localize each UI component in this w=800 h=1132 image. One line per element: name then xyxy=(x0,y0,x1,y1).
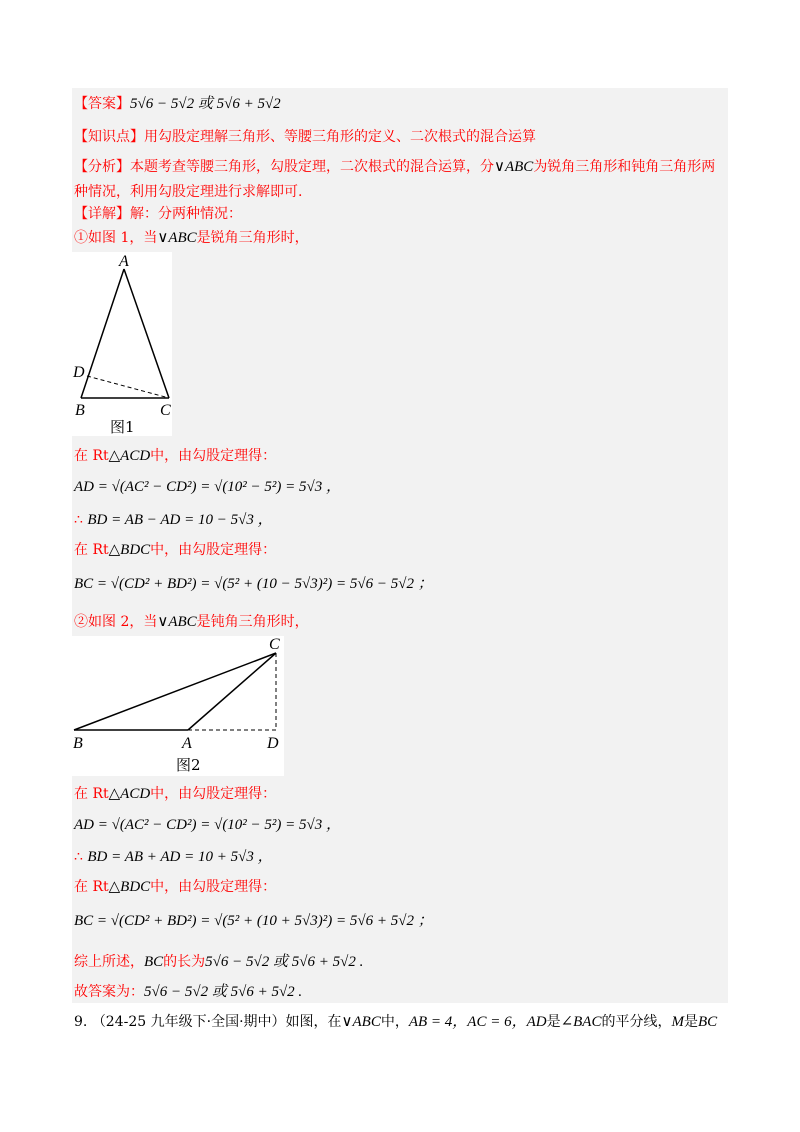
summary-pre: 综上所述， xyxy=(74,954,144,970)
side-bc xyxy=(74,653,276,730)
case2-eq2 xyxy=(74,847,273,867)
equation-bd: BD = AB − AD = 10 − 5√3 ， xyxy=(87,512,273,528)
question-angle: ∠BAC xyxy=(560,1014,602,1030)
knowledge-tag: 【知识点】 xyxy=(74,129,144,145)
analysis-line-2 xyxy=(74,182,302,202)
rt-label: 在 Rt xyxy=(74,879,109,895)
question-text-1: 如图，在 xyxy=(285,1014,342,1030)
case2-eq3 xyxy=(74,911,433,931)
side-ab xyxy=(81,269,124,398)
final-values: 5√6 − 5√2 或 5√6 + 5√2 . xyxy=(144,984,303,1000)
case2-post: 是钝角三角形时， xyxy=(196,614,309,630)
label-a: A xyxy=(182,735,192,752)
case1-pre: ①如图 1，当 xyxy=(74,230,158,246)
question-givens: AB = 4，AC = 6，AD xyxy=(408,1014,547,1030)
final-pre: 故答案为： xyxy=(74,984,144,1000)
knowledge-text: 用勾股定理解三角形、等腰三角形的定义、二次根式的混合运算 xyxy=(144,129,536,145)
label-b: B xyxy=(75,402,85,419)
question-source: （24-25 九年级下·全国·期中） xyxy=(91,1014,286,1030)
case2-rt2 xyxy=(74,877,276,897)
question-segment-bc: BC xyxy=(697,1014,718,1030)
question-text-5: 是 xyxy=(683,1014,698,1030)
detail-line xyxy=(74,204,242,224)
case2-triangle: ∨ABC xyxy=(157,614,197,630)
label-d: D xyxy=(267,735,279,752)
triangle-bdc: △BDC xyxy=(108,542,151,558)
summary-values: 5√6 − 5√2 或 5√6 + 5√2 . xyxy=(205,954,364,970)
figure-1 xyxy=(72,252,172,436)
summary-bc: BC xyxy=(144,954,164,970)
case1-rt2 xyxy=(74,540,276,560)
figure-2 xyxy=(72,636,284,776)
answer-expression: 5√6 − 5√2 或 5√6 + 5√2 xyxy=(130,96,281,112)
label-d: D xyxy=(73,364,85,381)
question-text-4: 的平分线， xyxy=(601,1014,672,1030)
triangle-bdc: △BDC xyxy=(108,879,151,895)
detail-tag: 【详解】 xyxy=(74,206,130,222)
case1-eq3 xyxy=(74,574,433,594)
answer-line xyxy=(74,94,281,114)
analysis-tag: 【分析】 xyxy=(74,159,130,175)
case1-triangle: ∨ABC xyxy=(157,230,197,246)
equation-ad: AD = √(AC² − CD²) = √(10² − 5²) = 5√3 ， xyxy=(74,479,342,495)
case2-eq1 xyxy=(74,815,341,835)
segment-cd xyxy=(87,376,169,398)
therefore-symbol: ∴ xyxy=(74,849,88,865)
equation-bd: BD = AB + AD = 10 + 5√3 ， xyxy=(87,849,273,865)
rt-note: 中，由勾股定理得： xyxy=(150,542,277,558)
equation-ad: AD = √(AC² − CD²) = √(10² − 5²) = 5√3 ， xyxy=(74,817,342,833)
analysis-text-1: 本题考查等腰三角形，勾股定理，二次根式的混合运算，分 xyxy=(130,159,494,175)
question-text-2: 中， xyxy=(380,1014,409,1030)
case2-intro xyxy=(74,612,309,632)
analysis-text-3: 种情况，利用勾股定理进行求解即可. xyxy=(74,184,303,200)
analysis-triangle: ∨ABC xyxy=(494,159,534,175)
question-triangle: ∨ABC xyxy=(341,1014,381,1030)
question-9 xyxy=(74,1012,717,1032)
label-b: B xyxy=(73,735,83,752)
case2-pre: ②如图 2，当 xyxy=(74,614,158,630)
knowledge-line xyxy=(74,127,536,147)
case1-eq1 xyxy=(74,477,341,497)
rt-note: 中，由勾股定理得： xyxy=(150,448,277,464)
case1-eq2 xyxy=(74,510,273,530)
label-c: C xyxy=(269,636,280,653)
question-point-m: M xyxy=(671,1014,684,1030)
rt-label: 在 Rt xyxy=(74,786,109,802)
side-ac xyxy=(124,269,169,398)
rt-note: 中，由勾股定理得： xyxy=(150,786,277,802)
equation-bc: BC = √(CD² + BD²) = √(5² + (10 − 5√3)²) = 5√6 − 5√2 ； xyxy=(74,576,433,592)
rt-label: 在 Rt xyxy=(74,542,109,558)
case1-rt1 xyxy=(74,446,276,466)
question-number: 9. xyxy=(74,1014,88,1030)
side-ac xyxy=(188,653,276,730)
rt-note: 中，由勾股定理得： xyxy=(150,879,277,895)
triangle-acd: △ACD xyxy=(108,448,151,464)
rt-label: 在 Rt xyxy=(74,448,109,464)
figure-1-caption: 图1 xyxy=(110,418,135,436)
equation-bc: BC = √(CD² + BD²) = √(5² + (10 + 5√3)²) = 5√6 + 5√2 ； xyxy=(74,913,433,929)
case1-intro xyxy=(74,228,309,248)
label-c: C xyxy=(160,402,171,419)
analysis-line-1 xyxy=(74,157,715,177)
figure-2-caption: 图2 xyxy=(176,756,201,774)
analysis-text-2: 为锐角三角形和钝角三角形两 xyxy=(533,159,716,175)
answer-tag: 【答案】 xyxy=(74,96,130,112)
question-text-3: 是 xyxy=(546,1014,561,1030)
final-answer-line xyxy=(74,982,302,1002)
detail-text: 解：分两种情况： xyxy=(130,206,242,222)
case2-rt1 xyxy=(74,784,276,804)
summary-mid: 的长为 xyxy=(163,954,206,970)
summary-line xyxy=(74,952,363,972)
therefore-symbol: ∴ xyxy=(74,512,88,528)
case1-post: 是锐角三角形时， xyxy=(196,230,309,246)
label-a: A xyxy=(119,253,129,270)
triangle-acd: △ACD xyxy=(108,786,151,802)
